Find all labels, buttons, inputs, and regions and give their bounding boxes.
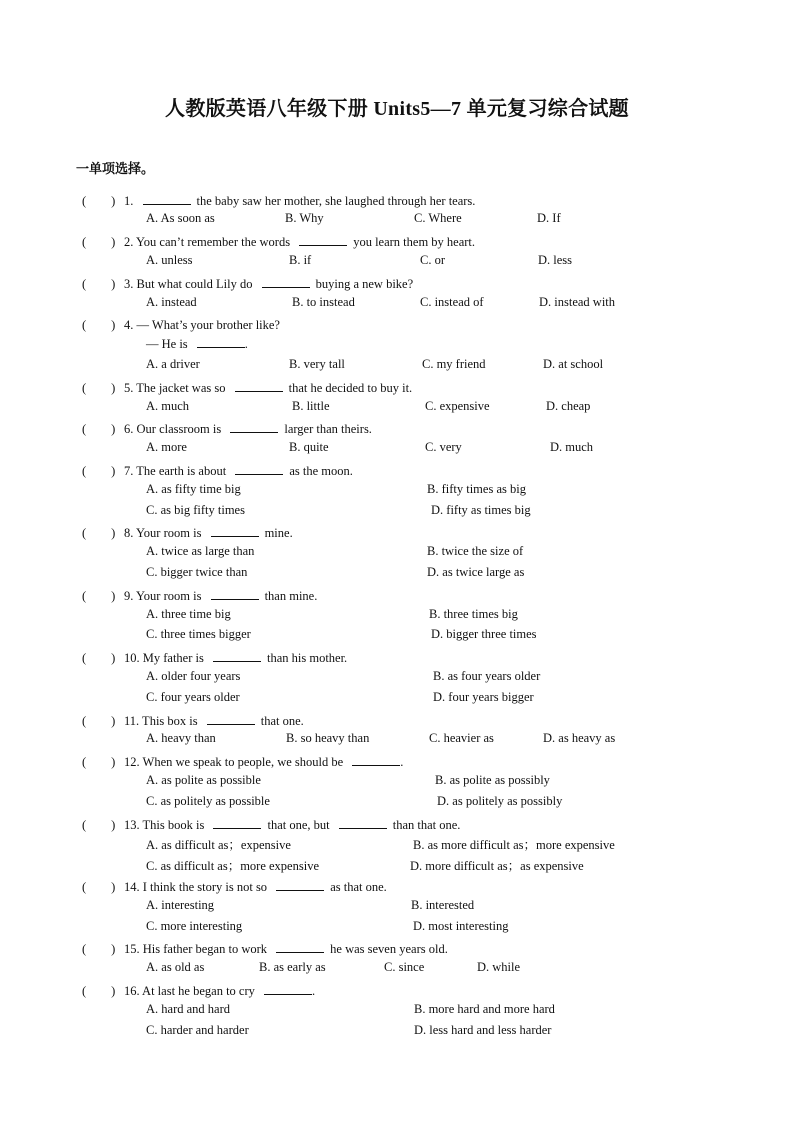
section-heading: 一单项选择。 [76, 161, 155, 176]
option-a: A. as polite as possible [146, 773, 261, 787]
option-b: B. as four years older [433, 669, 541, 683]
option-c: C. very [425, 440, 462, 454]
option-d: D. bigger three times [431, 627, 537, 641]
option-b: B. as polite as possibly [435, 773, 550, 787]
page-title: 人教版英语八年级下册 Units5—7 单元复习综合试题 [165, 98, 629, 120]
option-c: C. heavier as [429, 731, 494, 745]
answer-bracket[interactable]: ( ) [82, 235, 116, 249]
answer-blank [230, 421, 278, 433]
answer-blank [211, 588, 259, 600]
question-10: ( ) 10. My father is than his mother. [82, 648, 347, 668]
option-d: D. If [537, 211, 561, 225]
option-d: D. as twice large as [427, 565, 525, 579]
option-a: A. heavy than [146, 731, 216, 745]
answer-blank [197, 336, 245, 348]
option-c: C. bigger twice than [146, 565, 248, 579]
option-b: B. very tall [289, 357, 345, 371]
answer-bracket[interactable]: ( ) [82, 880, 116, 894]
option-b: B. if [289, 253, 312, 267]
answer-blank [235, 380, 283, 392]
option-c: C. instead of [420, 295, 484, 309]
option-a: A. unless [146, 253, 193, 267]
answer-bracket[interactable]: ( ) [82, 589, 116, 603]
option-c: C. Where [414, 211, 462, 225]
option-b: B. little [292, 399, 330, 413]
question-7: ( ) 7. The earth is about as the moon. [82, 461, 353, 481]
answer-blank [262, 276, 310, 288]
question-5: ( ) 5. The jacket was so that he decided to buy it. [82, 378, 412, 398]
question-16: ( ) 16. At last he began to cry . [82, 981, 315, 1001]
option-a: A. twice as large than [146, 544, 255, 558]
option-a: A. a driver [146, 357, 200, 371]
question-2: ( ) 2. You can’t remember the words you learn them by heart. [82, 232, 475, 252]
option-d: D. as politely as possibly [437, 794, 563, 808]
answer-bracket[interactable]: ( ) [82, 194, 116, 208]
question-9: ( ) 9. Your room is than mine. [82, 586, 317, 606]
option-b: B. quite [289, 440, 329, 454]
answer-blank [207, 713, 255, 725]
answer-bracket[interactable]: ( ) [82, 381, 116, 395]
question-4: ( ) 4. — What’s your brother like? [82, 315, 280, 335]
answer-blank [352, 754, 400, 766]
option-a: A. hard and hard [146, 1002, 230, 1016]
option-b: B. to instead [292, 295, 355, 309]
option-d: D. while [477, 960, 521, 974]
question-8: ( ) 8. Your room is mine. [82, 523, 293, 543]
option-c: C. since [384, 960, 425, 974]
option-d: D. less [538, 253, 573, 267]
option-d: D. much [550, 440, 594, 454]
option-d: D. instead with [539, 295, 616, 309]
option-b: B. interested [411, 898, 475, 912]
option-a: A. as difficult as；expensive [146, 838, 291, 852]
question-14: ( ) 14. I think the story is not so as that one. [82, 877, 387, 897]
question-4-line2: — He is . [146, 337, 248, 351]
answer-blank [276, 879, 324, 891]
option-d: D. as heavy as [543, 731, 616, 745]
option-a: A. As soon as [146, 211, 215, 225]
question-11: ( ) 11. This box is that one. [82, 711, 304, 731]
option-b: B. so heavy than [286, 731, 370, 745]
option-d: D. four years bigger [433, 690, 534, 704]
option-a: A. more [146, 440, 187, 454]
option-c: C. as big fifty times [146, 503, 245, 517]
option-c: C. as politely as possible [146, 794, 270, 808]
question-12: ( ) 12. When we speak to people, we should be . [82, 752, 403, 772]
option-d: D. fifty as times big [431, 503, 531, 517]
answer-blank [235, 463, 283, 475]
answer-bracket[interactable]: ( ) [82, 984, 116, 998]
option-b: B. Why [285, 211, 324, 225]
option-c: C. as difficult as；more expensive [146, 859, 319, 873]
option-a: A. instead [146, 295, 197, 309]
question-15: ( ) 15. His father began to work he was seven years old. [82, 939, 448, 959]
question-13: ( ) 13. This book is that one, but than that one. [82, 815, 460, 835]
option-b: B. fifty times as big [427, 482, 526, 496]
option-a: A. three time big [146, 607, 231, 621]
option-d: D. less hard and less harder [414, 1023, 552, 1037]
option-c: C. four years older [146, 690, 240, 704]
option-a: A. as old as [146, 960, 205, 974]
option-d: D. more difficult as；as expensive [410, 859, 584, 873]
question-3: ( ) 3. But what could Lily do buying a new bike? [82, 274, 413, 294]
answer-blank [339, 817, 387, 829]
question-1: ( ) 1. the baby saw her mother, she laughed through her tears. [82, 191, 475, 211]
question-6: ( ) 6. Our classroom is larger than theirs. [82, 419, 372, 439]
answer-bracket[interactable]: ( ) [82, 942, 116, 956]
option-c: C. or [420, 253, 445, 267]
option-d: D. at school [543, 357, 604, 371]
option-b: B. as more difficult as；more expensive [413, 838, 615, 852]
option-c: C. my friend [422, 357, 486, 371]
answer-bracket[interactable]: ( ) [82, 464, 116, 478]
answer-blank [276, 941, 324, 953]
answer-bracket[interactable]: ( ) [82, 277, 116, 291]
option-c: C. three times bigger [146, 627, 251, 641]
option-b: B. more hard and more hard [414, 1002, 555, 1016]
option-c: C. expensive [425, 399, 490, 413]
option-a: A. interesting [146, 898, 215, 912]
answer-blank [211, 525, 259, 537]
answer-blank [264, 983, 312, 995]
option-c: C. more interesting [146, 919, 243, 933]
answer-blank [213, 650, 261, 662]
option-a: A. as fifty time big [146, 482, 241, 496]
answer-blank [213, 817, 261, 829]
option-c: C. harder and harder [146, 1023, 249, 1037]
answer-blank [143, 193, 191, 205]
option-d: D. cheap [546, 399, 591, 413]
option-b: B. three times big [429, 607, 518, 621]
answer-bracket[interactable]: ( ) [82, 526, 116, 540]
answer-bracket[interactable]: ( ) [82, 714, 116, 728]
option-a: A. older four years [146, 669, 241, 683]
answer-bracket[interactable]: ( ) [82, 818, 116, 832]
option-d: D. most interesting [413, 919, 509, 933]
option-a: A. much [146, 399, 190, 413]
answer-bracket[interactable]: ( ) [82, 318, 116, 332]
option-b: B. twice the size of [427, 544, 524, 558]
answer-blank [299, 234, 347, 246]
option-b: B. as early as [259, 960, 326, 974]
answer-bracket[interactable]: ( ) [82, 755, 116, 769]
answer-bracket[interactable]: ( ) [82, 651, 116, 665]
answer-bracket[interactable]: ( ) [82, 422, 116, 436]
